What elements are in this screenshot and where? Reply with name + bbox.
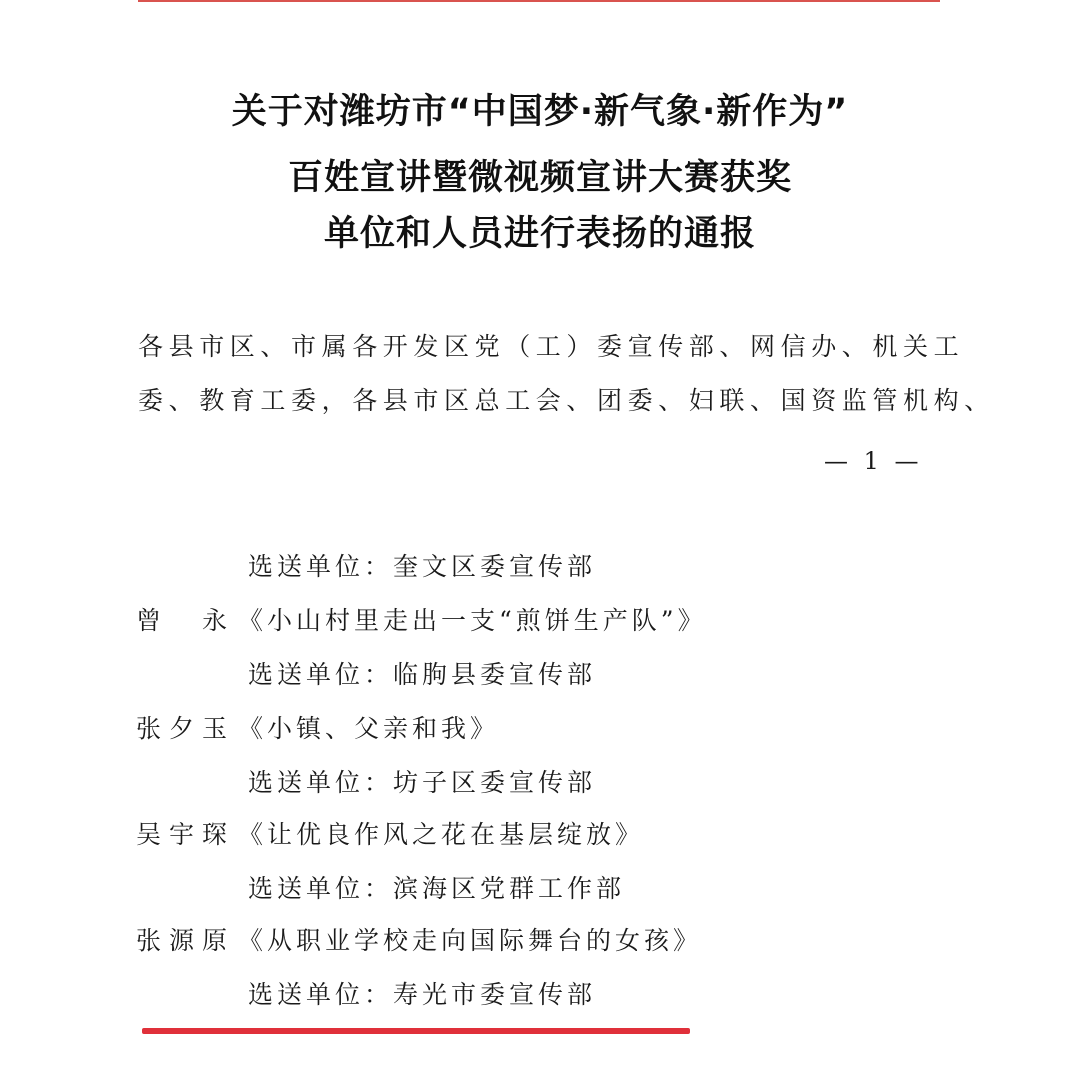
list-item <box>0 978 1080 1012</box>
list-item <box>0 712 1080 746</box>
submitting-unit: 选送单位：临朐县委宣传部 <box>248 660 597 689</box>
awardee-name: 吴宇琛 <box>136 820 236 849</box>
work-title: 《从职业学校走向国际舞台的女孩》 <box>238 926 703 955</box>
work-title: 《小山村里走出一支“煎饼生产队”》 <box>238 606 707 635</box>
work-title: 《小镇、父亲和我》 <box>238 714 500 743</box>
awardee-name: 张源原 <box>136 926 236 955</box>
list-item <box>0 924 1080 958</box>
list-item <box>0 550 1080 584</box>
awardee-name: 张夕玉 <box>136 714 236 743</box>
work-title: 《让优良作风之花在基层绽放》 <box>238 820 645 849</box>
submitting-unit: 选送单位：奎文区委宣传部 <box>248 552 597 581</box>
bottom-accent-line <box>142 1028 690 1034</box>
submitting-unit: 选送单位：寿光市委宣传部 <box>248 980 597 1009</box>
list-item <box>0 604 1080 638</box>
addressee-line-1: 各县市区、市属各开发区党（工）委宣传部、网信办、机关工 <box>138 332 965 361</box>
addressee-line-2: 委、教育工委，各县市区总工会、团委、妇联、国资监管机构、 <box>138 386 995 415</box>
submitting-unit: 选送单位：坊子区委宣传部 <box>248 768 597 797</box>
awardee-name: 曾 永 <box>136 606 236 635</box>
list-item <box>0 818 1080 852</box>
list-item <box>0 766 1080 800</box>
submitting-unit: 选送单位：滨海区党群工作部 <box>248 874 626 903</box>
top-divider-line <box>138 0 940 2</box>
list-item <box>0 872 1080 906</box>
document-title-line-2: 百姓宣讲暨微视频宣讲大赛获奖 <box>287 158 792 198</box>
document-title-line-1: 关于对潍坊市“中国梦·新气象·新作为” <box>231 92 849 132</box>
document-title-line-3: 单位和人员进行表扬的通报 <box>323 214 756 254</box>
page-number: — 1 — <box>824 447 923 475</box>
list-item <box>0 658 1080 692</box>
